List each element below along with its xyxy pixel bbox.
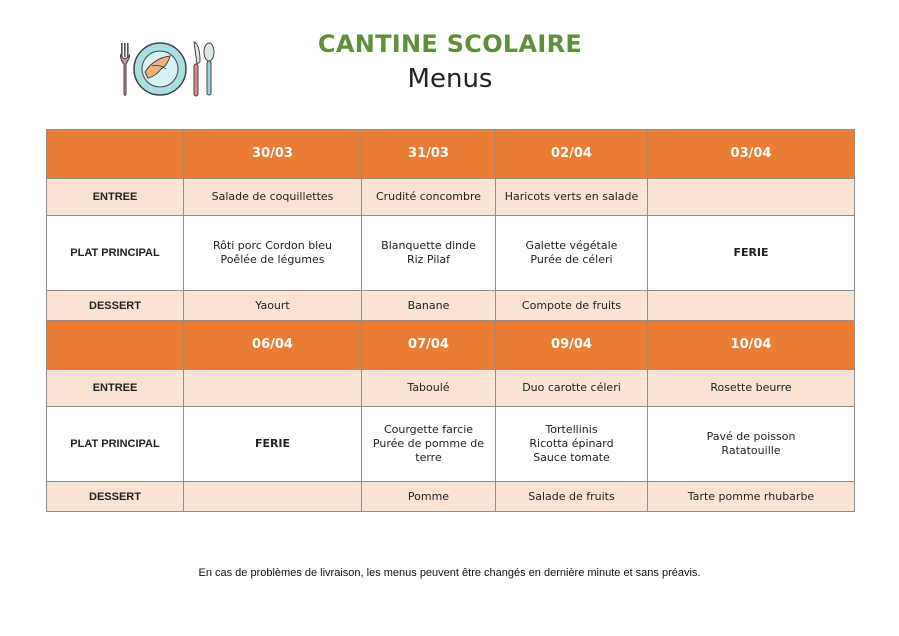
dish-line: Riz Pilaf [406, 253, 451, 266]
dish-line: Tortellinis [545, 423, 598, 436]
date-cell: 02/04 [496, 130, 648, 179]
fork-icon [121, 43, 130, 96]
plat-row [47, 407, 855, 482]
header-empty-cell [47, 130, 184, 179]
date-cell: 10/04 [648, 321, 855, 370]
dish-line: Purée de céleri [530, 253, 613, 266]
menu-cell: Crudité concombre [362, 179, 496, 216]
menu-table [46, 129, 855, 512]
menu-cell: Tarte pomme rhubarbe [648, 482, 855, 512]
dish-line: Courgette farcie [383, 423, 474, 436]
menu-cell: Compote de fruits [496, 291, 648, 321]
date-cell: 30/03 [184, 130, 362, 179]
date-cell: 06/04 [184, 321, 362, 370]
knife-icon [194, 42, 200, 96]
menu-cell: Taboulé [362, 370, 496, 407]
footer-note: En cas de problèmes de livraison, les menus peuvent être changés en dernière minute et sans préavis. [198, 567, 701, 579]
dessert-row [47, 291, 855, 321]
page-subtitle: Menus [407, 64, 493, 94]
menu-cell: Pomme [362, 482, 496, 512]
menu-cell [648, 291, 855, 321]
menu-cell [648, 407, 855, 482]
menu-cell [496, 407, 648, 482]
dish-line: Rôti porc Cordon bleu [213, 239, 332, 252]
date-cell: 03/04 [648, 130, 855, 179]
dish-line: Galette végétale [525, 239, 618, 252]
dessert-row [47, 482, 855, 512]
menu-cell: Salade de fruits [496, 482, 648, 512]
dish-line: Ricotta épinard [529, 437, 614, 450]
row-label-entree: ENTREE [47, 370, 184, 407]
dish-line: Purée de pomme de terre [372, 437, 485, 464]
row-label-plat: PLAT PRINCIPAL [47, 407, 184, 482]
plate-icon [134, 43, 186, 95]
date-cell: 09/04 [496, 321, 648, 370]
dish-line: Sauce tomate [533, 451, 610, 464]
menu-cell [496, 216, 648, 291]
dish-line: Poêlée de légumes [220, 253, 325, 266]
row-label-dessert: DESSERT [47, 482, 184, 512]
date-cell: 07/04 [362, 321, 496, 370]
menu-cell: Rosette beurre [648, 370, 855, 407]
date-cell: 31/03 [362, 130, 496, 179]
menu-cell [648, 179, 855, 216]
spoon-icon [204, 43, 214, 95]
cutlery-plate-logo [112, 36, 224, 102]
row-label-plat: PLAT PRINCIPAL [47, 216, 184, 291]
header-empty-cell [47, 321, 184, 370]
menu-cell [362, 216, 496, 291]
menu-cell: Yaourt [184, 291, 362, 321]
menu-cell [184, 482, 362, 512]
date-header-row [47, 321, 855, 370]
holiday-cell: FERIE [648, 216, 855, 291]
menu-cell [184, 216, 362, 291]
entree-row [47, 370, 855, 407]
row-label-entree: ENTREE [47, 179, 184, 216]
menu-cell: Duo carotte céleri [496, 370, 648, 407]
row-label-dessert: DESSERT [47, 291, 184, 321]
entree-row [47, 179, 855, 216]
dish-line: Ratatouille [721, 444, 781, 457]
holiday-cell: FERIE [184, 407, 362, 482]
menu-cell [184, 370, 362, 407]
dish-line: Pavé de poisson [706, 430, 796, 443]
date-header-row [47, 130, 855, 179]
menu-cell [362, 407, 496, 482]
page-title: CANTINE SCOLAIRE [317, 30, 583, 58]
plat-row [47, 216, 855, 291]
dish-line: Blanquette dinde [381, 239, 476, 252]
menu-cell: Salade de coquillettes [184, 179, 362, 216]
menu-cell: Haricots verts en salade [496, 179, 648, 216]
menu-cell: Banane [362, 291, 496, 321]
